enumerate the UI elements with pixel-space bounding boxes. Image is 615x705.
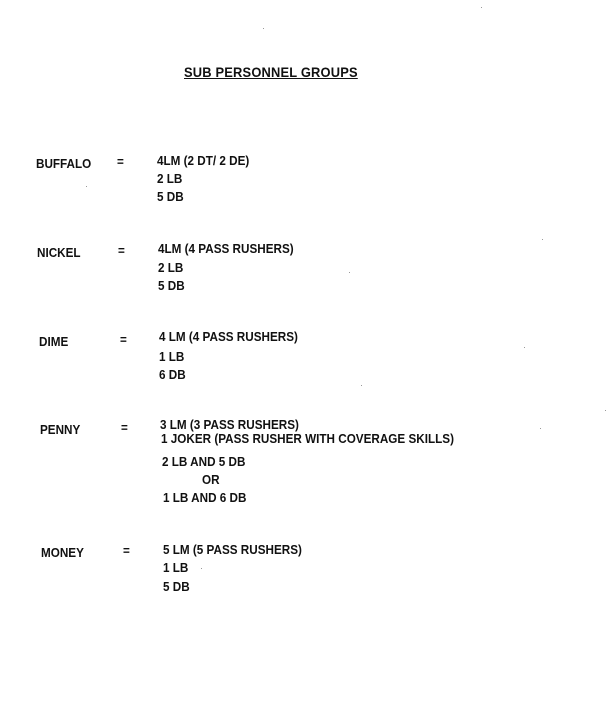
group-line: 3 LM (3 PASS RUSHERS) [160,417,299,432]
group-line: 1 JOKER (PASS RUSHER WITH COVERAGE SKILLS) [161,431,454,446]
group-line: 1 LB [159,349,185,364]
group-name: DIME [39,334,69,349]
scan-speck [524,347,525,348]
scan-speck [201,568,202,569]
equals-sign: = [117,154,124,169]
group-line: 1 LB [163,560,189,575]
scan-speck [361,385,362,386]
scan-speck [605,410,606,411]
group-line: 4LM (2 DT/ 2 DE) [157,153,250,168]
scan-speck [349,272,350,273]
group-line: 2 LB [158,260,184,275]
scan-speck [542,239,543,240]
equals-sign: = [118,243,125,258]
group-line: 4LM (4 PASS RUSHERS) [158,241,294,256]
scan-speck [86,186,87,187]
group-name: BUFFALO [36,156,92,171]
group-line: 2 LB AND 5 DB [162,454,246,469]
group-line: 1 LB AND 6 DB [163,490,247,505]
equals-sign: = [121,420,128,435]
page-title: SUB PERSONNEL GROUPS [184,64,358,80]
group-line: 4 LM (4 PASS RUSHERS) [159,329,298,344]
group-name: PENNY [40,422,81,437]
scan-speck [481,7,482,8]
group-line: 2 LB [157,171,183,186]
group-line: 5 DB [158,278,185,293]
group-line: 6 DB [159,367,186,382]
equals-sign: = [120,332,127,347]
equals-sign: = [123,543,130,558]
group-line: OR [202,472,220,487]
group-line: 5 LM (5 PASS RUSHERS) [163,542,302,557]
scan-speck [540,428,541,429]
group-line: 5 DB [163,579,190,594]
scan-speck [263,28,264,29]
group-name: MONEY [41,545,84,560]
group-line: 5 DB [157,189,184,204]
group-name: NICKEL [37,245,81,260]
